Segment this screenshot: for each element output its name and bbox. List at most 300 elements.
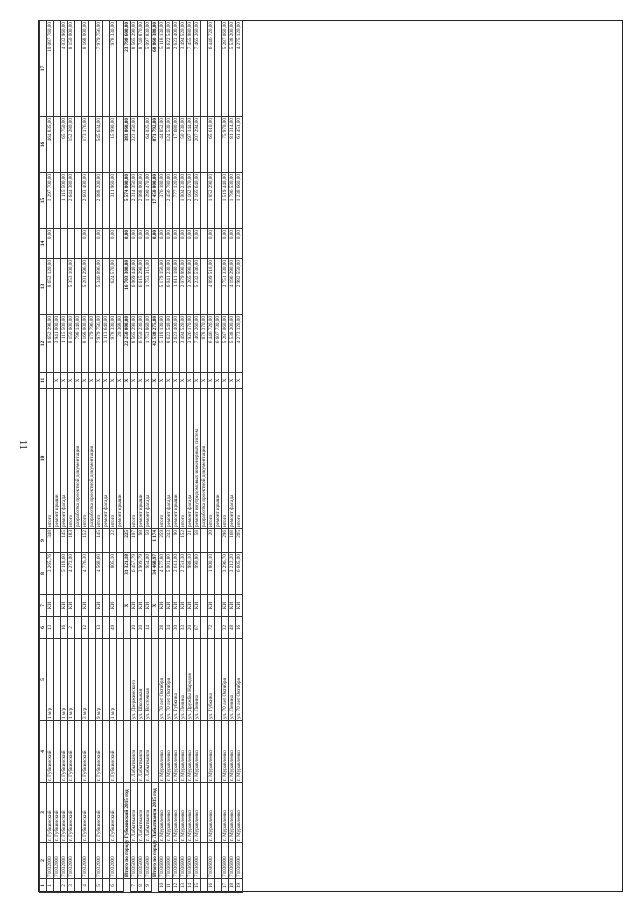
- table-cell: 0,00: [187, 229, 194, 259]
- table-cell: [103, 595, 110, 617]
- table-cell: 0,00: [194, 229, 201, 259]
- table-cell: 0,00: [236, 229, 243, 259]
- table-cell: 296: [222, 529, 229, 553]
- table-cell: 67: [194, 617, 201, 639]
- column-header: 17: [40, 21, 47, 117]
- table-cell: 8 168 000,00: [82, 21, 89, 117]
- table-cell: 383 860,00: [124, 117, 131, 173]
- table-cell: 19: [236, 879, 243, 893]
- table-row: [131, 21, 138, 893]
- page-number: 11: [17, 440, 28, 450]
- table-cell: [215, 529, 222, 553]
- table-row: [187, 21, 194, 893]
- table-cell: 1 753 860,00: [145, 315, 152, 373]
- table-cell: 0,00: [229, 229, 236, 259]
- table-cell: Х: [215, 373, 222, 389]
- table-cell: 6 446 720,00: [208, 315, 215, 373]
- table-cell: г. Губкинский: [61, 721, 68, 783]
- table-cell: 464 835,00: [47, 117, 54, 173]
- table-cell: [54, 229, 61, 259]
- table-cell: 5 538 200,00: [229, 315, 236, 373]
- table-cell: 8 622 540,00: [166, 315, 173, 373]
- table-cell: итого: [131, 389, 138, 529]
- table-cell: 2 456 780,00: [166, 173, 173, 229]
- table-cell: 2 611,00: [173, 553, 180, 595]
- table-cell: г. Муравленко: [187, 783, 194, 843]
- table-cell: ремонт фасада: [187, 389, 194, 529]
- table-cell: 5 287 060,00: [222, 315, 229, 373]
- table-cell: 6 607 730,00: [215, 315, 222, 373]
- table-cell: [201, 259, 208, 315]
- table-cell: [117, 21, 124, 117]
- table-cell: 20: [208, 529, 215, 553]
- table-cell: 5: [96, 879, 103, 893]
- table-cell: 2 314 350,00: [131, 173, 138, 229]
- table-cell: 71036000: [229, 843, 236, 879]
- table-cell: 23 798 600,00: [124, 21, 131, 117]
- table-cell: [215, 229, 222, 259]
- table-cell: 71036000: [187, 843, 194, 879]
- table-cell: КИ: [180, 595, 187, 617]
- table-cell: [54, 117, 61, 173]
- table-cell: 3 751 330,00: [222, 259, 229, 315]
- table-cell: [54, 553, 61, 595]
- table-cell: 1 800,10: [208, 553, 215, 595]
- table-cell: г. Лабытнанги: [138, 721, 145, 783]
- table-cell: [75, 721, 82, 783]
- table-cell: ул. Восточная: [145, 639, 152, 721]
- column-header: 14: [40, 229, 47, 259]
- table-cell: [215, 617, 222, 639]
- table-cell: 71035000: [131, 843, 138, 879]
- table-cell: [201, 229, 208, 259]
- table-row: [82, 21, 89, 893]
- table-row: [236, 21, 243, 893]
- table-cell: 152: [82, 529, 89, 553]
- table-cell: 0,00: [166, 229, 173, 259]
- table-cell: КИ: [159, 595, 166, 617]
- table-cell: г. Муравленко: [159, 783, 166, 843]
- table-row: [173, 21, 180, 893]
- table-cell: 7 455 980,00: [187, 21, 194, 117]
- table-cell: 30: [138, 617, 145, 639]
- table-cell: [215, 259, 222, 315]
- table-cell: 10: [131, 617, 138, 639]
- table-cell: 0,00: [152, 229, 159, 259]
- column-header: 7: [40, 595, 47, 617]
- table-cell: 1 811 180,00: [173, 259, 180, 315]
- table-cell: г. Муравленко: [180, 721, 187, 783]
- table-cell: 71032000: [61, 843, 68, 879]
- table-cell: ремонт фасада: [145, 389, 152, 529]
- table-cell: 11: [166, 879, 173, 893]
- table-cell: [103, 843, 110, 879]
- table-cell: 15: [194, 879, 201, 893]
- table-cell: ул. Губкина: [208, 639, 215, 721]
- table-cell: 2 088 000,00: [138, 173, 145, 229]
- table-cell: 21: [187, 529, 194, 553]
- table-cell: [117, 617, 124, 639]
- table-cell: [215, 173, 222, 229]
- table-cell: Х: [229, 373, 236, 389]
- table-cell: 71036000: [166, 843, 173, 879]
- table-row: [201, 21, 208, 893]
- table-cell: Х: [75, 373, 82, 389]
- table-cell: КИ: [82, 595, 89, 617]
- table-cell: разработка проектной документации: [75, 389, 82, 529]
- table-cell: 173 176,00: [82, 117, 89, 173]
- table-cell: 0,00: [159, 229, 166, 259]
- table-cell: 348: [47, 529, 54, 553]
- table-cell: Х: [208, 373, 215, 389]
- table-cell: 60 860 380,00: [152, 21, 159, 117]
- table-cell: Х: [96, 373, 103, 389]
- table-row: [159, 21, 166, 893]
- table-cell: 2: [61, 879, 68, 893]
- table-cell: 6 605,00: [236, 553, 243, 595]
- table-cell: [54, 595, 61, 617]
- table-cell: 13: [180, 879, 187, 893]
- table-cell: г. Губкинский: [47, 721, 54, 783]
- table-cell: г. Губкинский: [110, 783, 117, 843]
- table-cell: 71035000: [138, 843, 145, 879]
- table-cell: 0,00: [208, 229, 215, 259]
- table-cell: 31 321,18: [124, 553, 131, 595]
- table-cell: [89, 173, 96, 229]
- table-cell: 18: [229, 879, 236, 893]
- table-cell: 0,00: [82, 229, 89, 259]
- table-cell: 2 088 200,00: [96, 173, 103, 229]
- column-header: 3: [40, 783, 47, 843]
- table-cell: ул. Ленина: [194, 639, 201, 721]
- table-cell: 1 519 440,00: [222, 173, 229, 229]
- table-cell: 2 623 400,00: [173, 21, 180, 117]
- table-row: [138, 21, 145, 893]
- table-cell: [138, 117, 145, 173]
- table-cell: г. Муравленко: [208, 783, 215, 843]
- table-cell: 1 м/р: [47, 639, 54, 721]
- table-cell: г. Лабытнанги: [145, 721, 152, 783]
- table-cell: [152, 639, 159, 721]
- table-cell: 12: [173, 879, 180, 893]
- table-cell: 10: [159, 879, 166, 893]
- table-cell: 4 568,60: [96, 553, 103, 595]
- table-cell: 145: [96, 529, 103, 553]
- table-cell: итого: [159, 389, 166, 529]
- table-cell: 0,00: [124, 229, 131, 259]
- table-cell: [54, 21, 61, 117]
- table-cell: 4 275 120,00: [236, 21, 243, 117]
- table-cell: 14: [145, 617, 152, 639]
- table-cell: 3 212,20: [229, 553, 236, 595]
- column-header: 15: [40, 173, 47, 229]
- table-cell: г. Муравленко: [159, 721, 166, 783]
- table-cell: [103, 21, 110, 117]
- table-cell: [201, 783, 208, 843]
- table-cell: ул. 70 лет Октября: [236, 639, 243, 721]
- table-cell: [103, 639, 110, 721]
- table-cell: [124, 617, 131, 639]
- column-header: 2: [40, 843, 47, 879]
- table-cell: 3 м/р: [82, 639, 89, 721]
- table-cell: 10 087 760,00: [47, 21, 54, 117]
- table-cell: 3 113 640,00: [103, 315, 110, 373]
- table-cell: 0,00: [131, 229, 138, 259]
- table-cell: 8 622 540,00: [166, 21, 173, 117]
- table-row: [229, 21, 236, 893]
- table-cell: [215, 553, 222, 595]
- table-cell: 179 796,00: [89, 315, 96, 373]
- table-cell: КИ: [68, 595, 75, 617]
- table-cell: г. Муравленко: [166, 783, 173, 843]
- table-cell: 7 465 260,00: [194, 21, 201, 117]
- table-cell: 1 м/р: [110, 639, 117, 721]
- table-cell: [75, 783, 82, 843]
- table-cell: 5 287 060,00: [222, 21, 229, 117]
- table-cell: г. Муравленко: [208, 721, 215, 783]
- table-cell: 871 792,00: [152, 117, 159, 173]
- table-cell: г. Губкинский: [110, 721, 117, 783]
- table-cell: ул. 70 лет Октября: [222, 639, 229, 721]
- table-cell: [75, 21, 82, 117]
- table-cell: 65 750,00: [61, 117, 68, 173]
- table-cell: Х: [145, 373, 152, 389]
- table-cell: 205: [236, 529, 243, 553]
- table-cell: ремонт внутридомовых инженерных систем: [194, 389, 201, 529]
- table-cell: итого: [96, 389, 103, 529]
- table-cell: 8 168 000,00: [82, 315, 89, 373]
- table-cell: [47, 373, 54, 389]
- table-cell: 1 290 470,00: [145, 173, 152, 229]
- table-cell: 44 852,00: [159, 117, 166, 173]
- table-cell: г. Муравленко: [229, 721, 236, 783]
- table-cell: [103, 173, 110, 229]
- table-cell: 1 238 660,00: [236, 173, 243, 229]
- column-header: 16: [40, 117, 47, 173]
- table-cell: [124, 721, 131, 783]
- table-cell: 20 368,00: [117, 315, 124, 373]
- table-cell: 64 025,00: [145, 117, 152, 173]
- table-cell: 1 115 500,00: [61, 173, 68, 229]
- table-cell: 71036000: [173, 843, 180, 879]
- table-cell: 2: [68, 617, 75, 639]
- table-cell: итого: [236, 389, 243, 529]
- table-cell: 2 162 970,00: [187, 173, 194, 229]
- table-cell: Х: [173, 373, 180, 389]
- table-cell: 0,00: [173, 229, 180, 259]
- table-cell: [117, 879, 124, 893]
- table-cell: 3: [68, 879, 75, 893]
- table-cell: 72: [208, 617, 215, 639]
- table-cell: [89, 259, 96, 315]
- table-cell: 777 120,00: [173, 173, 180, 229]
- table-cell: [124, 389, 131, 529]
- table-cell: 798 140,00: [75, 315, 82, 373]
- table-cell: Х: [124, 595, 131, 617]
- table-row: [145, 21, 152, 893]
- table-cell: Х: [124, 373, 131, 389]
- column-header: 8: [40, 553, 47, 595]
- table-cell: [89, 529, 96, 553]
- table-cell: итого: [222, 389, 229, 529]
- table-cell: [75, 617, 82, 639]
- table-cell: [89, 21, 96, 117]
- table-cell: 71032000: [54, 843, 61, 879]
- table-cell: [103, 617, 110, 639]
- table-cell: [117, 259, 124, 315]
- table-cell: 2 603 400,00: [82, 173, 89, 229]
- table-row: [103, 21, 110, 893]
- table-cell: 16: [208, 879, 215, 893]
- table-cell: Х: [180, 373, 187, 389]
- table-cell: Х: [201, 373, 208, 389]
- table-cell: [75, 259, 82, 315]
- table-cell: 20: [187, 617, 194, 639]
- table-cell: 988,10: [187, 553, 194, 595]
- capital-repair-table: [39, 20, 243, 893]
- column-header: 1: [40, 879, 47, 893]
- table-cell: итого: [180, 389, 187, 529]
- table-cell: 259: [159, 529, 166, 553]
- table-cell: [89, 595, 96, 617]
- table-cell: 71032000: [82, 843, 89, 879]
- table-cell: [61, 259, 68, 315]
- table-cell: 6 446 720,00: [208, 21, 215, 117]
- table-cell: 5 346 096,00: [96, 259, 103, 315]
- table-cell: КИ: [222, 595, 229, 617]
- table-cell: 34: [166, 617, 173, 639]
- table-cell: 71032000: [110, 843, 117, 879]
- table-row: [54, 21, 61, 893]
- table-cell: 0,00: [47, 229, 54, 259]
- table-cell: 0,00: [110, 229, 117, 259]
- table-cell: 990,80: [194, 553, 201, 595]
- table-cell: 0,00: [145, 229, 152, 259]
- table-cell: 376 180,00: [159, 173, 166, 229]
- table-cell: 8 565 290,00: [131, 315, 138, 373]
- table-cell: [152, 721, 159, 783]
- table-cell: 28: [159, 617, 166, 639]
- table-cell: [215, 21, 222, 117]
- table-cell: ул. Дзержинского: [131, 639, 138, 721]
- table-cell: 624 570,00: [110, 259, 117, 315]
- table-cell: 145: [61, 529, 68, 553]
- table-cell: Х: [166, 373, 173, 389]
- table-cell: [54, 721, 61, 783]
- table-header-row: [40, 21, 47, 893]
- table-cell: 978 330,00: [110, 315, 117, 373]
- table-cell: 98: [138, 529, 145, 553]
- table-cell: [89, 229, 96, 259]
- table-cell: Х: [103, 373, 110, 389]
- table-cell: 13: [47, 617, 54, 639]
- table-cell: 1 753 315,00: [145, 259, 152, 315]
- table-cell: КИ: [187, 595, 194, 617]
- table-cell: 2 982 550,00: [236, 259, 243, 315]
- table-cell: 168: [229, 529, 236, 553]
- table-cell: г. Муравленко: [173, 783, 180, 843]
- table-cell: ул. Губкина: [173, 639, 180, 721]
- column-header: 12: [40, 315, 47, 373]
- table-cell: [75, 553, 82, 595]
- table-cell: 17 680,00: [173, 117, 180, 173]
- table-cell: ремонт крыши: [138, 389, 145, 529]
- table-cell: г. Губкинский: [61, 783, 68, 843]
- table-cell: [117, 639, 124, 721]
- table-cell: КИ: [173, 595, 180, 617]
- table-cell: 4 577,80: [159, 553, 166, 595]
- table-cell: 1 004 230,00: [180, 173, 187, 229]
- table-cell: 22 250 000,00: [124, 315, 131, 373]
- table-cell: Х: [222, 373, 229, 389]
- table-cell: Х: [89, 373, 96, 389]
- table-cell: КИ: [110, 595, 117, 617]
- document-table-frame: [38, 20, 623, 892]
- table-cell: г. Лабытнанги: [145, 783, 152, 843]
- table-cell: г. Губкинский: [96, 721, 103, 783]
- table-cell: 1 м/р: [61, 639, 68, 721]
- table-cell: 4 032 960,00: [61, 21, 68, 117]
- table-cell: [89, 783, 96, 843]
- table-cell: [201, 21, 208, 117]
- table-cell: 4 273 120,00: [236, 315, 243, 373]
- table-cell: г. Губкинский: [47, 783, 54, 843]
- table-row: [68, 21, 75, 893]
- table-cell: 71032000: [96, 843, 103, 879]
- table-cell: ремонт фасада: [166, 389, 173, 529]
- table-cell: [201, 843, 208, 879]
- table-cell: [75, 879, 82, 893]
- table-cell: 207 294,00: [194, 117, 201, 173]
- table-row: [89, 21, 96, 893]
- table-cell: 71032000: [47, 843, 54, 879]
- table-row: [96, 21, 103, 893]
- table-cell: 1: [47, 879, 54, 893]
- table-cell: 2 644 380,00: [68, 173, 75, 229]
- table-row: [166, 21, 173, 893]
- table-cell: [89, 639, 96, 721]
- table-cell: КИ: [145, 595, 152, 617]
- table-cell: ремонт фасада: [61, 389, 68, 529]
- table-cell: [54, 639, 61, 721]
- table-cell: [201, 529, 208, 553]
- table-cell: г. Муравленко: [229, 783, 236, 843]
- table-cell: Х: [152, 373, 159, 389]
- table-cell: разработка проектной документации: [89, 389, 96, 529]
- table-cell: 71035000: [145, 843, 152, 879]
- table-cell: 33: [180, 617, 187, 639]
- table-cell: итого: [68, 389, 75, 529]
- table-cell: ул. 70 лет Октября: [159, 639, 166, 721]
- table-cell: [54, 173, 61, 229]
- table-row: [222, 21, 229, 893]
- table-cell: 225: [124, 529, 131, 553]
- column-header: 9: [40, 529, 47, 553]
- table-cell: [124, 879, 131, 893]
- table-cell: 545 634,00: [96, 117, 103, 173]
- table-cell: [117, 595, 124, 617]
- table-cell: 17 450 000,00: [152, 173, 159, 229]
- table-cell: 5 001,80: [166, 553, 173, 595]
- table-cell: КИ: [138, 595, 145, 617]
- table-cell: 34 468,97: [152, 553, 159, 595]
- table-cell: 42 538 275,00: [152, 315, 159, 373]
- table-cell: [152, 843, 159, 879]
- table-cell: Х: [131, 373, 138, 389]
- table-cell: 0,00: [138, 229, 145, 259]
- table-cell: г. Муравленко: [222, 783, 229, 843]
- table-cell: ремонт крыши: [117, 389, 124, 529]
